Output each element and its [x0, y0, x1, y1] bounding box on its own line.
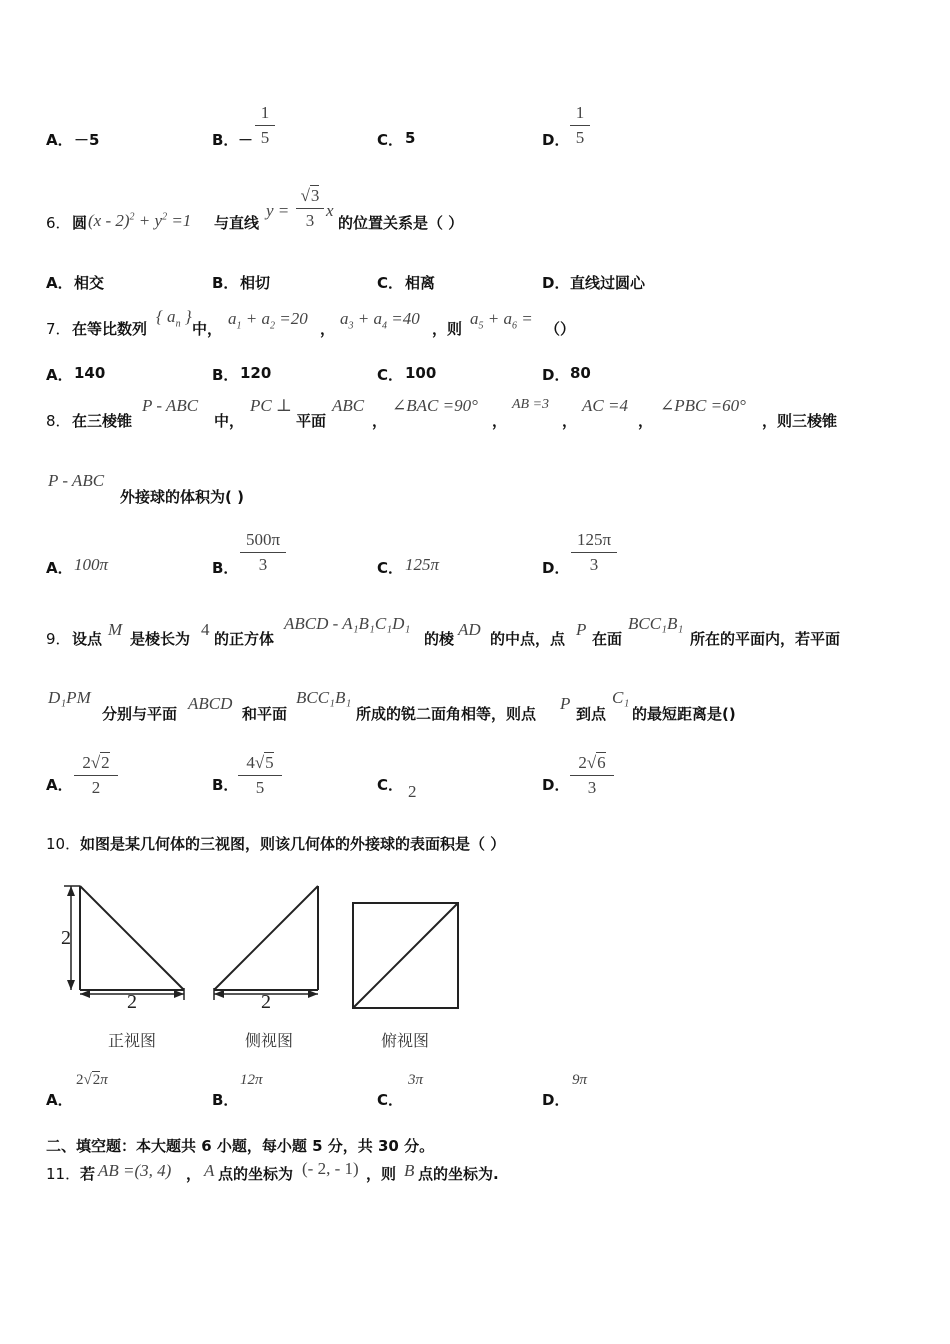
front-view-width-dim: 2: [127, 991, 137, 1013]
q8-option-d-fraction: $\frac{125\pi}{3}$: [571, 530, 617, 575]
q7-option-c-label: C．: [377, 366, 404, 384]
q7-text-4: （）: [545, 320, 576, 338]
q6-line-fraction: $\frac{√3}{3}$: [296, 186, 324, 231]
q11-text-5: 点的坐标为.: [418, 1165, 499, 1183]
q5-option-b-label: B．: [212, 131, 239, 149]
q8-math-2: PC ⊥: [250, 396, 292, 415]
q9-number: 9．: [46, 630, 71, 648]
q6-option-a-label: A．: [46, 274, 73, 292]
q8-comma-4: ，: [638, 412, 654, 430]
q9-math-9: BCC₁B₁: [296, 688, 352, 707]
q8-math-8: P - ABC: [48, 471, 105, 490]
q6-option-d-label: D．: [542, 274, 570, 292]
q6-text-2: 与直线: [214, 214, 260, 232]
q9-option-b-label: B．: [212, 776, 239, 794]
q8-option-b-fraction: $\frac{500\pi}{3}$: [240, 530, 286, 575]
q8-comma-2: ，: [492, 412, 508, 430]
q9-math-7: D₁PM: [48, 688, 91, 707]
q9-option-d-label: D．: [542, 776, 570, 794]
q7-text-1: 在等比数列: [72, 320, 148, 338]
q5-option-d-label: D．: [542, 131, 570, 149]
q9-text-11: 到点: [576, 705, 607, 723]
q7-expr-1: $a_1 + a_2 =20$: [228, 309, 308, 332]
q9-text-4: 的棱: [424, 630, 455, 648]
q8-option-d-label: D．: [542, 559, 570, 577]
q9-math-6: BCC₁B₁: [628, 614, 684, 633]
q8-math-1: P - ABC: [142, 396, 199, 415]
q11-math-2: A: [204, 1161, 215, 1180]
q9-text-6: 在面: [592, 630, 623, 648]
q5-option-b-sign: －: [238, 131, 254, 149]
q10-option-a-label: A．: [46, 1091, 73, 1109]
q10-number: 10．: [46, 835, 81, 853]
front-view-height-dim: 2: [61, 927, 71, 949]
top-view-caption: 俯视图: [380, 1031, 430, 1050]
q8-option-a-text: 100π: [74, 555, 109, 574]
q7-expr-3: $a_5 + a_6$ =: [470, 309, 533, 332]
q9-text-9: 和平面: [242, 705, 288, 723]
q9-math-8: ABCD: [188, 694, 233, 713]
q9-text-7: 所在的平面内，若平面: [690, 630, 841, 648]
section-2-heading: 二、填空题：本大题共 6 小题，每小题 5 分，共 30 分。: [46, 1137, 435, 1155]
q5-option-c-label: C．: [377, 131, 404, 149]
q8-math-7: ∠PBC =60°: [660, 396, 746, 415]
q6-circle-expr: $(x - 2)^2 + y^2 =1$: [88, 211, 192, 230]
q11-number: 11．: [46, 1165, 81, 1183]
q6-option-b-label: B．: [212, 274, 239, 292]
q7-option-d-label: D．: [542, 366, 570, 384]
side-view-width-dim: 2: [261, 991, 271, 1013]
q5-option-d-fraction: $\frac{1}{5}$: [570, 103, 590, 148]
q6-option-c-text: 相离: [405, 274, 436, 292]
q10-option-d-text: 9π: [572, 1072, 588, 1088]
q8-text-3: 平面: [296, 412, 327, 430]
q9-option-d-fraction: $\frac{2√6}{3}$: [570, 753, 614, 798]
q9-text-2: 是棱长为: [130, 630, 191, 648]
top-view-drawing: [353, 903, 458, 1008]
q9-text-10: 所成的锐二面角相等，则点: [356, 705, 537, 723]
q10-option-c-text: 3π: [408, 1072, 424, 1088]
q10-option-b-label: B．: [212, 1091, 239, 1109]
q5-option-a-text: －5: [74, 131, 100, 149]
q6-text-1: 圆: [72, 214, 88, 232]
q8-option-c-text: 125π: [405, 555, 440, 574]
q9-math-5: P: [576, 620, 587, 639]
q11-math-3: (- 2, - 1): [302, 1159, 359, 1178]
q5-option-b-fraction: $\frac{1}{5}$: [255, 103, 275, 148]
q9-text-12: 的最短距离是(): [632, 705, 736, 723]
q10-text: 如图是某几何体的三视图，则该几何体的外接球的表面积是（ ）: [80, 835, 506, 853]
q9-option-c-text: 2: [408, 782, 417, 801]
q9-math-1: M: [108, 620, 123, 639]
q8-option-b-label: B．: [212, 559, 239, 577]
q9-math-11: C₁: [612, 688, 630, 707]
q10-option-a-text: 2√2π: [76, 1072, 108, 1088]
q7-text-3: ，则: [432, 320, 463, 338]
q7-text-2: 中，: [192, 320, 223, 338]
side-view-drawing: [214, 886, 318, 1000]
side-view-caption: 侧视图: [244, 1031, 294, 1050]
front-view-caption: 正视图: [107, 1031, 157, 1050]
q6-number: 6．: [46, 214, 71, 232]
q10-option-c-label: C．: [377, 1091, 404, 1109]
q8-math-6: AC =4: [582, 396, 628, 415]
q7-expr-2: $a_3 + a_4 =40$: [340, 309, 420, 332]
q6-option-c-label: C．: [377, 274, 404, 292]
q11-text-4: ，则: [366, 1165, 397, 1183]
q8-math-4: ∠BAC =90°: [392, 396, 478, 415]
q9-option-c-label: C．: [377, 776, 404, 794]
q8-option-c-label: C．: [377, 559, 404, 577]
q7-comma: ，: [320, 320, 336, 338]
three-view-figure: [40, 870, 480, 1060]
q6-text-3: 的位置关系是（ ）: [338, 214, 464, 232]
q7-option-a-label: A．: [46, 366, 73, 384]
q6-option-d-text: 直线过圆心: [570, 274, 646, 292]
q8-comma-1: ，: [372, 412, 388, 430]
q6-option-a-text: 相交: [74, 274, 105, 292]
front-view-drawing: [64, 886, 184, 1000]
q8-text-1: 在三棱锥: [72, 412, 133, 430]
q9-math-10: P: [560, 694, 571, 713]
q11-math-1: AB =(3, 4): [98, 1161, 172, 1180]
q9-text-1: 设点: [72, 630, 103, 648]
q7-sequence: { $a_n$ }: [156, 307, 192, 330]
q6-option-b-text: 相切: [240, 274, 271, 292]
q8-option-a-label: A．: [46, 559, 73, 577]
q9-math-4: AD: [458, 620, 481, 639]
q5-option-a-label: A．: [46, 131, 73, 149]
q11-text-3: 点的坐标为: [218, 1165, 294, 1183]
q7-option-b-text: 120: [240, 364, 272, 382]
q9-math-3: ABCD - A₁B₁C₁D₁: [284, 614, 411, 633]
q7-option-c-text: 100: [405, 364, 437, 382]
q11-text-1: 若: [80, 1165, 96, 1183]
q11-text-2: ，: [186, 1165, 202, 1183]
q9-text-5: 的中点，点: [490, 630, 566, 648]
q9-math-2: 4: [201, 620, 210, 639]
q9-text-3: 的正方体: [214, 630, 275, 648]
q7-option-b-label: B．: [212, 366, 239, 384]
q8-text-4: ，则三棱锥: [762, 412, 838, 430]
q9-option-a-fraction: $\frac{2√2}{2}$: [74, 753, 118, 798]
q6-line-yeq: y =: [266, 201, 290, 220]
q9-option-b-fraction: $\frac{4√5}{5}$: [238, 753, 282, 798]
q10-option-d-label: D．: [542, 1091, 570, 1109]
q8-math-5: AB =3: [512, 397, 550, 412]
q8-math-3: ABC: [332, 396, 365, 415]
q8-comma-3: ，: [562, 412, 578, 430]
q9-text-8: 分别与平面: [102, 705, 178, 723]
q8-text-2: 中，: [214, 412, 245, 430]
q5-option-c-text: 5: [405, 129, 416, 147]
q6-line-x: x: [326, 201, 334, 220]
q11-math-4: B: [404, 1161, 415, 1180]
q7-number: 7．: [46, 320, 71, 338]
q9-option-a-label: A．: [46, 776, 73, 794]
q7-option-d-text: 80: [570, 364, 591, 382]
q8-text-5: 外接球的体积为( ): [120, 488, 244, 506]
q10-option-b-text: 12π: [240, 1072, 263, 1088]
q8-number: 8．: [46, 412, 71, 430]
q7-option-a-text: 140: [74, 364, 106, 382]
